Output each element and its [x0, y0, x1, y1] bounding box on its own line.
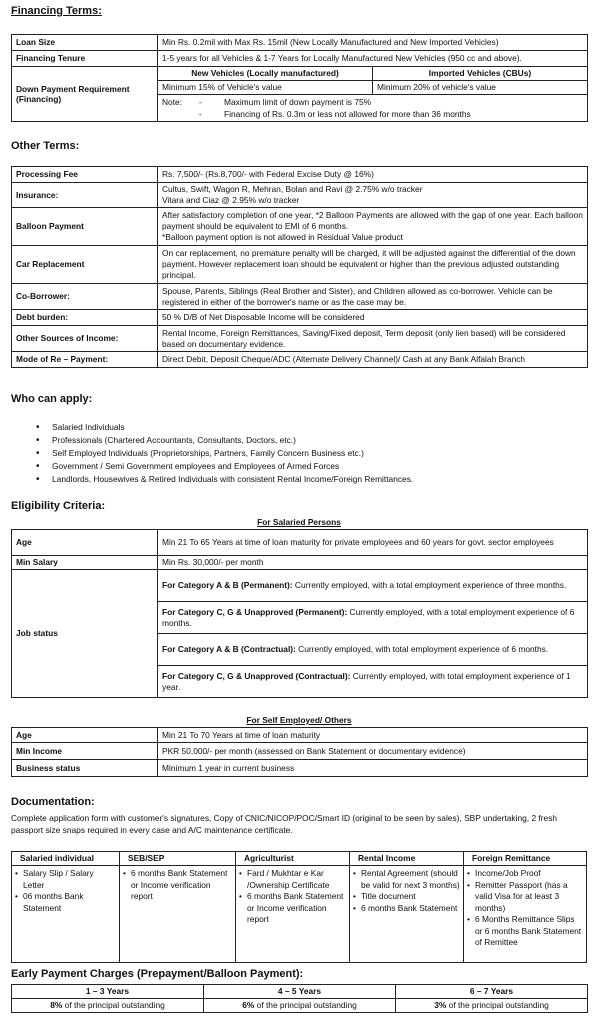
documentation-grid [11, 851, 587, 963]
doc-column-rental-income [350, 852, 464, 962]
documentation-text: Complete application form with customer's signatures, Copy of CNIC/NICOP/POC/Smart ID (original to be seen by sales), SBP undertaking, 2 fresh passport size snaps required in every case and A/C maintenance certificate. [11, 813, 558, 835]
who-can-apply-heading: Who can apply: [11, 393, 93, 405]
down-payment-note [158, 95, 588, 122]
repayment-mode-label: Mode of Re – Payment: [12, 352, 158, 368]
early-payment-header-row [12, 985, 588, 999]
job-status-label: Job status [12, 570, 158, 698]
other-terms-table [11, 166, 588, 368]
debt-burden-label: Debt burden: [12, 310, 158, 326]
job-status-item: For Category C, G & Unapproved (Contractual): Currently employed, with total employment experience of 1 year. [158, 666, 588, 698]
new-vehicles-header: New Vehicles (Locally manufactured) [158, 67, 373, 81]
other-terms-row [12, 167, 588, 183]
salaried-eligibility-table [11, 529, 588, 698]
financing-terms-heading: Financing Terms: [11, 5, 102, 17]
co-borrower-label: Co-Borrower: [12, 284, 158, 310]
processing-fee-value: Rs. 7,500/- (Rs.8,700/- with Federal Excise Duty @ 16%) [158, 167, 588, 183]
note-1: Maximum limit of down payment is 75% [224, 97, 372, 107]
job-status-item: For Category A & B (Permanent): Currently employed, with a total employment experience of three months. [158, 570, 588, 602]
job-status-item: For Category C, G & Unapproved (Permanent): Currently employed, with a total employment experience of 6 months. [158, 602, 588, 634]
other-income-label: Other Sources of Income: [12, 326, 158, 352]
other-terms-row [12, 352, 588, 368]
list-item: • Title document [353, 891, 460, 903]
doc-column-seb-sep [120, 852, 236, 962]
other-terms-row [12, 208, 588, 246]
car-replacement-label: Car Replacement [12, 246, 158, 284]
doc-column-salaried [12, 852, 120, 962]
list-item: • 06 months Bank Statement [15, 891, 116, 914]
other-terms-row [12, 246, 588, 284]
who-can-apply-list [36, 421, 413, 486]
early-payment-value-row [12, 999, 588, 1013]
doc-column-foreign-remittance [464, 852, 586, 962]
doc-column-header: Agriculturist [236, 852, 349, 866]
tenure-value: 1-5 years for all Vehicles & 1-7 Years for Locally Manufactured New Vehicles (950 cc and above). [158, 51, 588, 67]
min-income-row [12, 743, 588, 760]
list-item: • Remitter Passport (has a valid Visa for at least 3 months) [467, 880, 583, 915]
min-salary-label: Min Salary [12, 556, 158, 570]
business-status-row [12, 760, 588, 777]
age-label: Age [12, 530, 158, 556]
period-6-7-years: 6 – 7 Years [396, 985, 588, 999]
list-item: • Fard / Mukhtar e Kar /Ownership Certificate [239, 868, 346, 891]
list-item: • Rental Agreement (should be valid for next 3 months) [353, 868, 460, 891]
other-terms-heading: Other Terms: [11, 140, 80, 152]
other-terms-row [12, 326, 588, 352]
eligibility-heading: Eligibility Criteria: [11, 500, 106, 512]
other-terms-row [12, 284, 588, 310]
charge-6-7-years: 3% of the principal outstanding [396, 999, 588, 1013]
list-item: • Landlords, Housewives & Retired Individuals with consistent Rental Income/Foreign Remittances. [36, 473, 413, 486]
list-item: • Government / Semi Government employees and Employees of Armed Forces [36, 460, 413, 473]
self-age-value: Min 21 To 70 Years at time of loan maturity [158, 728, 588, 743]
doc-column-header: SEB/SEP [120, 852, 235, 866]
self-employed-title: For Self Employed/ Others [246, 715, 352, 725]
charge-4-5-years: 6% of the principal outstanding [204, 999, 396, 1013]
min-income-label: Min Income [12, 743, 158, 760]
loan-size-label: Loan Size [12, 35, 158, 51]
list-item: • 6 months Bank Statement or Income verification report [123, 868, 232, 903]
balloon-payment-value: After satisfactory completion of one year, *2 Balloon Payments are allowed with the gap of one year. Each balloon payment should be equivalent to EMI of 6 months. *Balloon payment option is not allowed in Residual Value product [158, 208, 588, 246]
loan-size-value: Min Rs. 0.2mil with Max Rs. 15mil (New Locally Manufactured and New Imported Vehicles) [158, 35, 588, 51]
min-income-value: PKR 50,000/- per month (assessed on Bank Statement or documentary evidence) [158, 743, 588, 760]
doc-column-header: Foreign Remittance [464, 852, 586, 866]
early-payment-table [11, 984, 588, 1013]
min-salary-value: Min Rs. 30,000/- per month [158, 556, 588, 570]
early-payment-heading: Early Payment Charges (Prepayment/Balloon Payment): [11, 968, 304, 980]
list-item: • Professionals (Chartered Accountants, Consultants, Doctors, etc.) [36, 434, 413, 447]
list-item: • Self Employed Individuals (Proprietorships, Partners, Family Concern Business etc.) [36, 447, 413, 460]
self-employed-table [11, 727, 588, 777]
imported-vehicles-header: Imported Vehicles (CBUs) [373, 67, 588, 81]
self-age-row [12, 728, 588, 743]
period-4-5-years: 4 – 5 Years [204, 985, 396, 999]
list-item: • 6 Months Remittance Slips or 6 months Bank Statement of Remittee [467, 914, 583, 949]
car-replacement-value: On car replacement, no premature penalty will be charged, it will be adjusted against the differential of the down payment. However replacement loan should be equivalent or higher than the previous adjusted outstanding principal. [158, 246, 588, 284]
salaried-age-row [12, 530, 588, 556]
note-dash-1: - [199, 97, 202, 107]
insurance-value: Cultus, Swift, Wagon R, Mehran, Bolan and Ravi @ 2.75% w/o tracker Vitara and Ciaz @ 2.95% w/o tracker [158, 183, 588, 208]
co-borrower-value: Spouse, Parents, Siblings (Real Brother and Sister), and Children allowed as co-borrower. Vehicle can be registered in either of the borrower's name or as the case may be. [158, 284, 588, 310]
note-label: Note: [162, 97, 183, 107]
business-status-value: Minimum 1 year in current business [158, 760, 588, 777]
balloon-payment-label: Balloon Payment [12, 208, 158, 246]
charge-1-3-years: 8% of the principal outstanding [12, 999, 204, 1013]
list-item: • Income/Job Proof [467, 868, 583, 880]
imported-vehicles-value: Minimum 20% of vehicle's value [373, 81, 588, 95]
other-income-value: Rental Income, Foreign Remittances, Saving/Fixed deposit, Term deposit (only lien based) will be considered based on documentary evidence. [158, 326, 588, 352]
other-terms-row [12, 183, 588, 208]
job-status-row [12, 570, 588, 602]
loan-size-row [12, 35, 588, 51]
list-item: • Salaried Individuals [36, 421, 413, 434]
self-age-label: Age [12, 728, 158, 743]
business-status-label: Business status [12, 760, 158, 777]
down-payment-header-row [12, 67, 588, 81]
period-1-3-years: 1 – 3 Years [12, 985, 204, 999]
list-item: • 6 months Bank Statement [353, 903, 460, 915]
salaried-persons-title: For Salaried Persons [257, 517, 341, 527]
repayment-mode-value: Direct Debit, Deposit Cheque/ADC (Alternate Delivery Channel)/ Cash at any Bank Alfalah Branch [158, 352, 588, 368]
documentation-heading: Documentation: [11, 796, 95, 808]
insurance-label: Insurance: [12, 183, 158, 208]
down-payment-label: Down Payment Requirement (Financing) [12, 67, 158, 122]
tenure-label: Financing Tenure [12, 51, 158, 67]
doc-column-agriculturist [236, 852, 350, 962]
doc-column-header: Rental Income [350, 852, 463, 866]
processing-fee-label: Processing Fee [12, 167, 158, 183]
job-status-item: For Category A & B (Contractual): Currently employed, with total employment experience of 6 months. [158, 634, 588, 666]
financing-terms-table [11, 34, 588, 122]
age-value: Min 21 To 65 Years at time of loan maturity for private employees and 60 years for govt. sector employees [158, 530, 588, 556]
new-vehicles-value: Minimum 15% of Vehicle's value [158, 81, 373, 95]
doc-column-header: Salaried individual [12, 852, 119, 866]
list-item: • 6 months Bank Statement or Income verification report [239, 891, 346, 926]
note-2: Financing of Rs. 0.3m or less not allowed for more than 36 months [224, 109, 471, 119]
debt-burden-value: 50 % D/B of Net Disposable Income will be considered [158, 310, 588, 326]
min-salary-row [12, 556, 588, 570]
tenure-row [12, 51, 588, 67]
note-dash-2: - [199, 109, 202, 119]
list-item: • Salary Slip / Salary Letter [15, 868, 116, 891]
other-terms-row [12, 310, 588, 326]
